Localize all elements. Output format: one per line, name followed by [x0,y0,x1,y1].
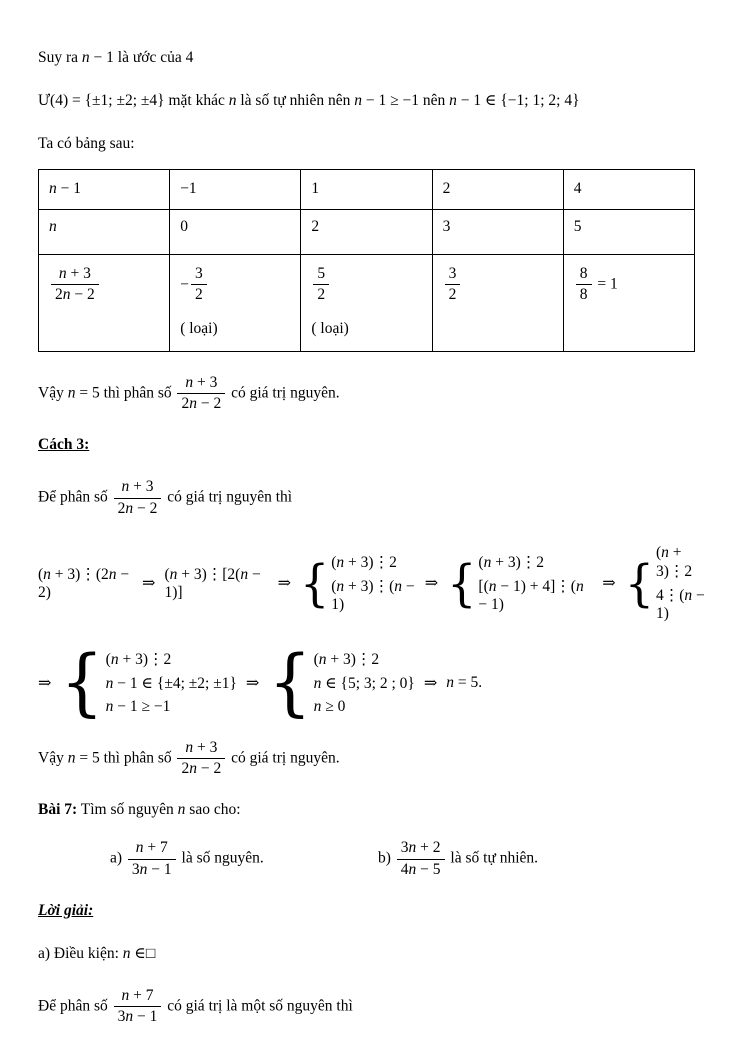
text-run: có giá trị là một số nguyên thì [163,997,353,1015]
math-run: 4 [185,49,194,66]
section-heading: Lời giải: [38,901,94,919]
case-brace: { [299,554,330,613]
math-run: n ∈ {5; 3; 2 ; 0} [313,674,415,692]
math-run: n [49,217,57,235]
table-row [39,254,695,351]
math-run: 4 [573,180,582,198]
text-run: a) Điều kiện: [38,944,123,962]
math-run: 2 [442,180,451,198]
fraction-denominator: 2 [445,284,461,304]
fraction [51,265,99,305]
math-run: Ư(4) = {±1; ±2; ±4} [38,91,165,109]
case-brace: { [268,639,312,725]
math-run: (n + 3)⋮(2n − 2) [38,565,130,601]
fraction [128,839,176,879]
text-run: Tìm số nguyên [77,801,178,819]
fraction-denominator: 2 [313,284,329,304]
fraction-denominator: 4n − 5 [397,859,445,879]
math-run: n − 1 ∈ {−1; 1; 2; 4} [449,91,580,109]
text-run: Suy ra [38,49,82,66]
item-label: a) [110,849,126,867]
case-group [60,639,237,725]
fraction-numerator: 8 [579,264,588,282]
paragraph-uoc-set [38,91,710,112]
fraction-numerator: n + 3 [121,478,154,496]
table-cell [170,209,301,254]
fraction [576,265,592,305]
case-group [625,544,710,623]
math-run: n = 5 [67,749,100,767]
exercise-label: Bài 7: [38,801,78,819]
fraction-denominator: 2n − 2 [177,758,225,778]
paragraph-bai-7 [38,800,710,821]
fraction [191,265,207,305]
fraction [397,839,445,879]
implies-arrow: ⇒ [38,674,52,692]
fraction-numerator: 3 [448,264,457,282]
paragraph-conclusion-1 [38,374,710,414]
implies-arrow: ⇒ [424,575,439,593]
text-run: là số nguyên. [177,849,264,867]
math-run: 1 [311,180,320,198]
fraction-denominator: 2n − 2 [51,284,99,304]
fraction-numerator: n + 3 [185,373,218,391]
section-heading: Cách 3: [38,436,90,454]
fraction-denominator: 2 [191,284,207,304]
table-cell [39,209,170,254]
text-run: có giá trị nguyên thì [163,488,293,506]
text-run: là số tự nhiên nên [236,91,355,109]
table-cell [432,169,563,209]
text-run: Vậy [38,384,68,402]
text-run: sao cho: [185,801,241,819]
text-run: thì phân số [99,749,176,767]
text-run: có giá trị nguyên. [227,384,340,402]
case-brace: { [624,554,654,613]
table-cell [301,169,432,209]
natural-number-symbol-box: □ [145,944,156,962]
math-run: n [228,91,237,109]
math-run: n = 5 [67,384,100,402]
text-run: nên [419,91,450,109]
math-run: (n + 3)⋮[2(n − 1)] [164,565,261,601]
divisor-table [38,169,695,352]
math-run: 3 [442,217,451,235]
table-cell [170,169,301,209]
table-cell [39,254,170,351]
table-row [39,209,695,254]
implies-arrow: ⇒ [142,575,156,593]
text-run: Để phân số [38,488,112,506]
text-run: là số tự nhiên. [446,849,539,867]
table-cell [301,209,432,254]
subquestion-a [110,839,378,879]
math-run: n − 1 [81,49,114,66]
math-run: 2 [311,217,320,235]
math-run: n ≥ 0 [313,697,346,715]
table-cell [563,254,694,351]
table-cell [432,209,563,254]
fraction-numerator: n + 3 [185,738,218,756]
fraction [445,265,461,305]
case-brace: { [447,554,477,613]
implies-arrow: ⇒ [602,575,616,593]
case-group [268,639,415,725]
fraction-denominator: 2n − 2 [114,498,162,518]
subquestion-b [378,839,538,879]
math-run: [(n − 1) + 4]⋮(n − 1) [478,577,584,613]
math-run: (n + 3)⋮2 [478,553,544,571]
derivation-line-2 [38,639,710,725]
rejected-note: ( loại) [311,320,349,338]
fraction [177,374,225,414]
math-run: n = 5. [446,673,483,691]
text-run: Để phân số [38,997,112,1015]
table-cell [301,254,432,351]
case-group [447,553,593,614]
fraction [313,265,329,305]
math-run: (n + 3)⋮2 [105,650,172,668]
item-label: b) [378,849,395,867]
math-run: (n + 3)⋮2 [331,553,397,571]
fraction-denominator: 3n − 1 [114,1006,162,1026]
text-run: mặt khác [164,91,229,109]
minus-sign: − [180,275,189,293]
fraction-numerator: 5 [317,264,326,282]
math-run: n − 1 ≥ −1 [354,91,419,109]
table-cell [563,209,694,254]
math-run: 5 [573,217,582,235]
table-cell [39,169,170,209]
math-run: (n + 3)⋮2 [313,650,380,668]
math-run: n − 1 [49,180,81,198]
case-brace: { [60,639,104,725]
fraction-numerator: n + 7 [121,986,154,1004]
fraction-numerator: 3n + 2 [400,839,441,857]
fraction [114,478,162,518]
implies-arrow: ⇒ [245,674,260,692]
implies-arrow: ⇒ [277,575,291,593]
fraction [114,987,162,1027]
math-run: n − 1 ≥ −1 [105,697,171,715]
math-run: n [177,801,186,819]
paragraph-dieu-kien [38,944,710,965]
implies-arrow: ⇒ [423,674,438,692]
math-run: (n + 3)⋮2 [655,543,693,580]
fraction-numerator: n + 7 [135,839,168,857]
equals-run: = 1 [597,275,618,293]
text-run: Vậy [38,749,68,767]
heading-cach-3 [38,435,710,456]
math-run: n ∈ [122,944,146,962]
text-run: thì phân số [99,384,176,402]
table-cell [563,169,694,209]
fraction-denominator: 8 [576,284,592,304]
subquestions-row [38,839,710,879]
case-group [300,553,416,614]
math-run: (n + 3)⋮(n − 1) [331,577,415,613]
math-run: 0 [180,217,188,235]
paragraph-final [38,987,710,1027]
text-run: là ước của [113,49,186,66]
derivation-line-1 [38,544,710,623]
math-run: 4⋮(n − 1) [655,586,705,622]
text-run: có giá trị nguyên. [227,749,340,767]
table-cell [432,254,563,351]
table-row [39,169,695,209]
fraction [177,739,225,779]
fraction-denominator: 3n − 1 [128,859,176,879]
table-cell [170,254,301,351]
paragraph-conclusion-2 [38,739,710,779]
fraction-numerator: n + 3 [58,264,91,282]
fraction-numerator: 3 [194,264,203,282]
paragraph-table-intro [38,134,710,155]
fraction-denominator: 2n − 2 [177,393,225,413]
heading-loi-giai [38,901,710,922]
math-run: n − 1 ∈ {±4; ±2; ±1} [105,674,237,692]
text-run: Ta có bảng sau: [38,134,135,152]
rejected-note: ( loại) [180,320,218,338]
math-run: −1 [180,180,197,198]
paragraph-suy-ra [38,48,710,69]
paragraph-de-phan-so [38,478,710,518]
